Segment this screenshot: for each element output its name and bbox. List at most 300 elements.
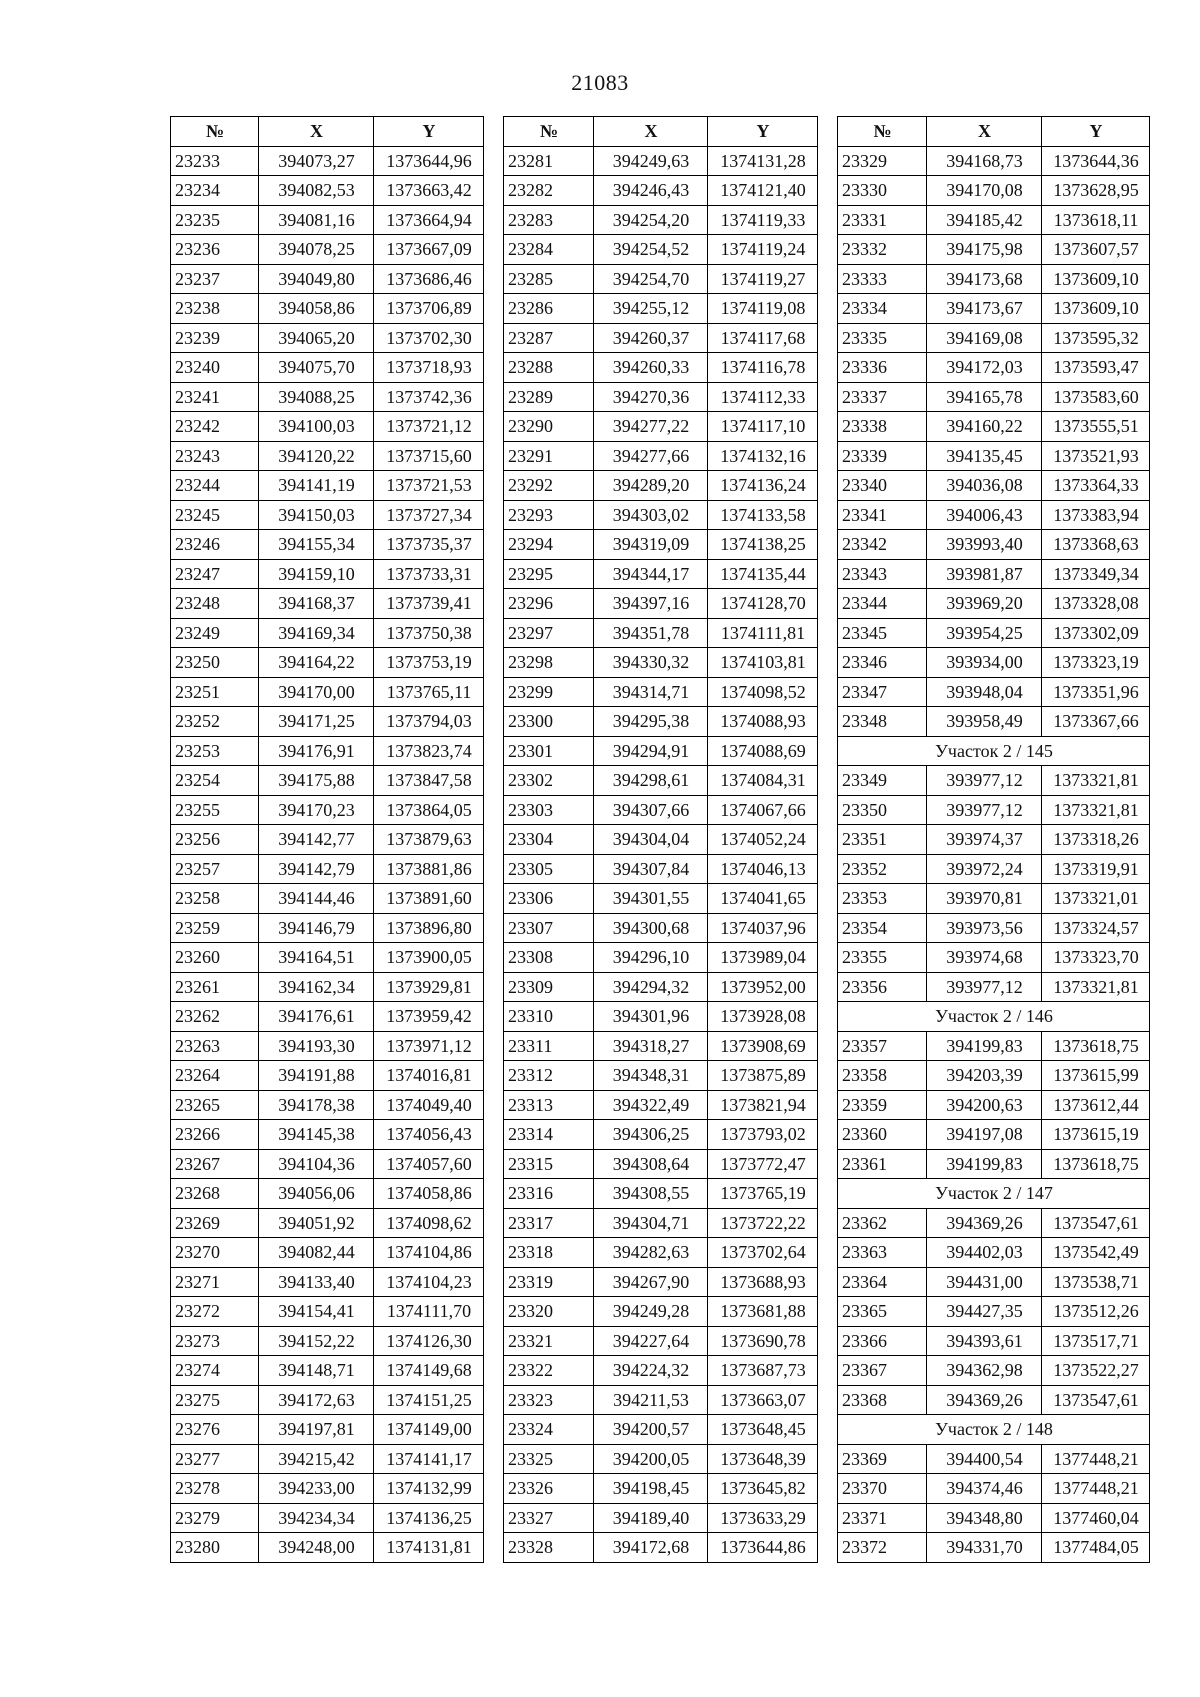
point-number-cell: 23297 bbox=[504, 618, 594, 648]
y-coordinate-cell: 1373328,08 bbox=[1042, 589, 1150, 619]
y-coordinate-cell: 1373702,30 bbox=[374, 323, 484, 353]
point-number-cell: 23278 bbox=[171, 1474, 259, 1504]
x-coordinate-cell: 393974,68 bbox=[927, 943, 1042, 973]
table-row bbox=[504, 1208, 818, 1238]
table-row bbox=[504, 205, 818, 235]
x-coordinate-cell: 394307,66 bbox=[594, 795, 708, 825]
x-coordinate-cell: 394307,84 bbox=[594, 854, 708, 884]
table-row bbox=[171, 707, 484, 737]
x-coordinate-cell: 394078,25 bbox=[259, 235, 374, 265]
table-row bbox=[504, 1533, 818, 1563]
point-number-cell: 23291 bbox=[504, 441, 594, 471]
y-coordinate-cell: 1373715,60 bbox=[374, 441, 484, 471]
table-row bbox=[504, 1385, 818, 1415]
table-row bbox=[838, 1297, 1150, 1327]
x-coordinate-cell: 394303,02 bbox=[594, 500, 708, 530]
table-row bbox=[171, 294, 484, 324]
table-row bbox=[838, 972, 1150, 1002]
point-number-cell: 23235 bbox=[171, 205, 259, 235]
table-row bbox=[504, 1267, 818, 1297]
table-row bbox=[504, 1061, 818, 1091]
point-number-cell: 23271 bbox=[171, 1267, 259, 1297]
x-coordinate-cell: 394304,04 bbox=[594, 825, 708, 855]
table-row bbox=[838, 677, 1150, 707]
table-row bbox=[171, 1031, 484, 1061]
table-row bbox=[838, 1267, 1150, 1297]
x-coordinate-cell: 393948,04 bbox=[927, 677, 1042, 707]
x-coordinate-cell: 394427,35 bbox=[927, 1297, 1042, 1327]
table-row bbox=[838, 146, 1150, 176]
point-number-cell: 23300 bbox=[504, 707, 594, 737]
point-number-cell: 23350 bbox=[838, 795, 927, 825]
y-coordinate-cell: 1373628,95 bbox=[1042, 176, 1150, 206]
point-number-cell: 23296 bbox=[504, 589, 594, 619]
table-row bbox=[504, 766, 818, 796]
y-coordinate-cell: 1374098,52 bbox=[708, 677, 818, 707]
point-number-cell: 23332 bbox=[838, 235, 927, 265]
y-coordinate-cell: 1374088,93 bbox=[708, 707, 818, 737]
y-coordinate-cell: 1373583,60 bbox=[1042, 382, 1150, 412]
point-number-cell: 23314 bbox=[504, 1120, 594, 1150]
point-number-cell: 23341 bbox=[838, 500, 927, 530]
x-coordinate-cell: 394189,40 bbox=[594, 1503, 708, 1533]
table-row bbox=[504, 1444, 818, 1474]
x-coordinate-cell: 394172,68 bbox=[594, 1533, 708, 1563]
x-coordinate-cell: 394164,51 bbox=[259, 943, 374, 973]
y-coordinate-cell: 1374121,40 bbox=[708, 176, 818, 206]
x-coordinate-cell: 394400,54 bbox=[927, 1444, 1042, 1474]
table-row bbox=[171, 176, 484, 206]
table-row bbox=[504, 146, 818, 176]
point-number-cell: 23310 bbox=[504, 1002, 594, 1032]
table-row bbox=[171, 1208, 484, 1238]
y-coordinate-cell: 1373542,49 bbox=[1042, 1238, 1150, 1268]
x-coordinate-cell: 394200,05 bbox=[594, 1444, 708, 1474]
x-coordinate-cell: 393977,12 bbox=[927, 795, 1042, 825]
x-coordinate-cell: 394082,44 bbox=[259, 1238, 374, 1268]
point-number-cell: 23237 bbox=[171, 264, 259, 294]
point-number-cell: 23261 bbox=[171, 972, 259, 1002]
point-number-cell: 23322 bbox=[504, 1356, 594, 1386]
x-coordinate-cell: 394233,00 bbox=[259, 1474, 374, 1504]
x-coordinate-cell: 394294,32 bbox=[594, 972, 708, 1002]
x-coordinate-cell: 394369,26 bbox=[927, 1208, 1042, 1238]
y-coordinate-cell: 1373612,44 bbox=[1042, 1090, 1150, 1120]
header-y: Y bbox=[708, 117, 818, 147]
table-row bbox=[838, 176, 1150, 206]
y-coordinate-cell: 1374149,68 bbox=[374, 1356, 484, 1386]
x-coordinate-cell: 394318,27 bbox=[594, 1031, 708, 1061]
point-number-cell: 23347 bbox=[838, 677, 927, 707]
table-row bbox=[171, 1474, 484, 1504]
table-row bbox=[504, 559, 818, 589]
x-coordinate-cell: 394298,61 bbox=[594, 766, 708, 796]
x-coordinate-cell: 394319,09 bbox=[594, 530, 708, 560]
point-number-cell: 23360 bbox=[838, 1120, 927, 1150]
section-row bbox=[838, 1415, 1150, 1445]
y-coordinate-cell: 1373609,10 bbox=[1042, 264, 1150, 294]
table-row bbox=[504, 1415, 818, 1445]
table-row bbox=[171, 589, 484, 619]
y-coordinate-cell: 1373875,89 bbox=[708, 1061, 818, 1091]
section-title: Участок 2 / 147 bbox=[838, 1179, 1150, 1209]
table-row bbox=[171, 559, 484, 589]
point-number-cell: 23236 bbox=[171, 235, 259, 265]
y-coordinate-cell: 1373615,99 bbox=[1042, 1061, 1150, 1091]
y-coordinate-cell: 1374088,69 bbox=[708, 736, 818, 766]
y-coordinate-cell: 1373727,34 bbox=[374, 500, 484, 530]
table-row bbox=[504, 1002, 818, 1032]
y-coordinate-cell: 1374151,25 bbox=[374, 1385, 484, 1415]
point-number-cell: 23324 bbox=[504, 1415, 594, 1445]
point-number-cell: 23293 bbox=[504, 500, 594, 530]
x-coordinate-cell: 394314,71 bbox=[594, 677, 708, 707]
table-row bbox=[838, 884, 1150, 914]
y-coordinate-cell: 1373721,53 bbox=[374, 471, 484, 501]
x-coordinate-cell: 394246,43 bbox=[594, 176, 708, 206]
x-coordinate-cell: 394170,08 bbox=[927, 176, 1042, 206]
x-coordinate-cell: 394155,34 bbox=[259, 530, 374, 560]
section-title: Участок 2 / 148 bbox=[838, 1415, 1150, 1445]
point-number-cell: 23247 bbox=[171, 559, 259, 589]
point-number-cell: 23303 bbox=[504, 795, 594, 825]
y-coordinate-cell: 1374135,44 bbox=[708, 559, 818, 589]
table-row bbox=[838, 441, 1150, 471]
table-row bbox=[838, 1503, 1150, 1533]
y-coordinate-cell: 1373971,12 bbox=[374, 1031, 484, 1061]
y-coordinate-cell: 1373702,64 bbox=[708, 1238, 818, 1268]
point-number-cell: 23255 bbox=[171, 795, 259, 825]
y-coordinate-cell: 1373323,70 bbox=[1042, 943, 1150, 973]
x-coordinate-cell: 394362,98 bbox=[927, 1356, 1042, 1386]
x-coordinate-cell: 394374,46 bbox=[927, 1474, 1042, 1504]
table-row bbox=[171, 1149, 484, 1179]
y-coordinate-cell: 1373952,00 bbox=[708, 972, 818, 1002]
table-row bbox=[838, 1533, 1150, 1563]
table-row bbox=[504, 1031, 818, 1061]
y-coordinate-cell: 1373753,19 bbox=[374, 648, 484, 678]
page-number: 21083 bbox=[571, 70, 629, 95]
table-row bbox=[838, 1385, 1150, 1415]
table-row bbox=[838, 825, 1150, 855]
table-row bbox=[838, 1444, 1150, 1474]
table-row bbox=[838, 471, 1150, 501]
table-row bbox=[838, 323, 1150, 353]
x-coordinate-cell: 393977,12 bbox=[927, 766, 1042, 796]
y-coordinate-cell: 1373349,34 bbox=[1042, 559, 1150, 589]
point-number-cell: 23244 bbox=[171, 471, 259, 501]
x-coordinate-cell: 394148,71 bbox=[259, 1356, 374, 1386]
point-number-cell: 23276 bbox=[171, 1415, 259, 1445]
point-number-cell: 23309 bbox=[504, 972, 594, 1002]
y-coordinate-cell: 1373750,38 bbox=[374, 618, 484, 648]
y-coordinate-cell: 1374117,10 bbox=[708, 412, 818, 442]
x-coordinate-cell: 394330,32 bbox=[594, 648, 708, 678]
table-row bbox=[171, 1415, 484, 1445]
point-number-cell: 23253 bbox=[171, 736, 259, 766]
table-row bbox=[171, 353, 484, 383]
header-x: X bbox=[927, 117, 1042, 147]
y-coordinate-cell: 1374067,66 bbox=[708, 795, 818, 825]
point-number-cell: 23359 bbox=[838, 1090, 927, 1120]
y-coordinate-cell: 1373896,80 bbox=[374, 913, 484, 943]
x-coordinate-cell: 394170,23 bbox=[259, 795, 374, 825]
point-number-cell: 23252 bbox=[171, 707, 259, 737]
table-row bbox=[171, 382, 484, 412]
table-row bbox=[171, 795, 484, 825]
y-coordinate-cell: 1373648,39 bbox=[708, 1444, 818, 1474]
x-coordinate-cell: 394308,64 bbox=[594, 1149, 708, 1179]
x-coordinate-cell: 394402,03 bbox=[927, 1238, 1042, 1268]
table-row bbox=[838, 1090, 1150, 1120]
header-x: X bbox=[259, 117, 374, 147]
y-coordinate-cell: 1374117,68 bbox=[708, 323, 818, 353]
x-coordinate-cell: 394104,36 bbox=[259, 1149, 374, 1179]
x-coordinate-cell: 393958,49 bbox=[927, 707, 1042, 737]
point-number-cell: 23330 bbox=[838, 176, 927, 206]
point-number-cell: 23260 bbox=[171, 943, 259, 973]
table-row bbox=[171, 1326, 484, 1356]
x-coordinate-cell: 394306,25 bbox=[594, 1120, 708, 1150]
table-row bbox=[838, 1208, 1150, 1238]
table-row bbox=[838, 559, 1150, 589]
table-row bbox=[504, 412, 818, 442]
table-row bbox=[838, 589, 1150, 619]
y-coordinate-cell: 1373538,71 bbox=[1042, 1267, 1150, 1297]
y-coordinate-cell: 1374098,62 bbox=[374, 1208, 484, 1238]
x-coordinate-cell: 394169,08 bbox=[927, 323, 1042, 353]
table-row bbox=[504, 530, 818, 560]
y-coordinate-cell: 1373772,47 bbox=[708, 1149, 818, 1179]
y-coordinate-cell: 1373928,08 bbox=[708, 1002, 818, 1032]
point-number-cell: 23346 bbox=[838, 648, 927, 678]
section-title: Участок 2 / 146 bbox=[838, 1002, 1150, 1032]
x-coordinate-cell: 394176,61 bbox=[259, 1002, 374, 1032]
y-coordinate-cell: 1374119,24 bbox=[708, 235, 818, 265]
point-number-cell: 23320 bbox=[504, 1297, 594, 1327]
x-coordinate-cell: 394249,63 bbox=[594, 146, 708, 176]
x-coordinate-cell: 394260,33 bbox=[594, 353, 708, 383]
coordinates-table-2 bbox=[503, 116, 818, 1563]
x-coordinate-cell: 394185,42 bbox=[927, 205, 1042, 235]
point-number-cell: 23234 bbox=[171, 176, 259, 206]
x-coordinate-cell: 394254,20 bbox=[594, 205, 708, 235]
y-coordinate-cell: 1374046,13 bbox=[708, 854, 818, 884]
table-row bbox=[504, 972, 818, 1002]
table-row bbox=[838, 500, 1150, 530]
point-number-cell: 23262 bbox=[171, 1002, 259, 1032]
table-row bbox=[504, 795, 818, 825]
y-coordinate-cell: 1374111,70 bbox=[374, 1297, 484, 1327]
x-coordinate-cell: 394056,06 bbox=[259, 1179, 374, 1209]
x-coordinate-cell: 394300,68 bbox=[594, 913, 708, 943]
point-number-cell: 23356 bbox=[838, 972, 927, 1002]
table-row bbox=[171, 825, 484, 855]
table-row bbox=[504, 854, 818, 884]
point-number-cell: 23277 bbox=[171, 1444, 259, 1474]
table-row bbox=[504, 1179, 818, 1209]
x-coordinate-cell: 394081,16 bbox=[259, 205, 374, 235]
point-number-cell: 23259 bbox=[171, 913, 259, 943]
y-coordinate-cell: 1373989,04 bbox=[708, 943, 818, 973]
header-x: X bbox=[594, 117, 708, 147]
y-coordinate-cell: 1373687,73 bbox=[708, 1356, 818, 1386]
x-coordinate-cell: 394344,17 bbox=[594, 559, 708, 589]
table-row bbox=[504, 736, 818, 766]
point-number-cell: 23354 bbox=[838, 913, 927, 943]
x-coordinate-cell: 394168,37 bbox=[259, 589, 374, 619]
x-coordinate-cell: 394197,81 bbox=[259, 1415, 374, 1445]
x-coordinate-cell: 394254,52 bbox=[594, 235, 708, 265]
point-number-cell: 23288 bbox=[504, 353, 594, 383]
y-coordinate-cell: 1373595,32 bbox=[1042, 323, 1150, 353]
point-number-cell: 23304 bbox=[504, 825, 594, 855]
table-row bbox=[504, 943, 818, 973]
y-coordinate-cell: 1374057,60 bbox=[374, 1149, 484, 1179]
table-row bbox=[171, 1356, 484, 1386]
y-coordinate-cell: 1373663,07 bbox=[708, 1385, 818, 1415]
y-coordinate-cell: 1374128,70 bbox=[708, 589, 818, 619]
x-coordinate-cell: 393974,37 bbox=[927, 825, 1042, 855]
table-row bbox=[838, 235, 1150, 265]
y-coordinate-cell: 1373367,66 bbox=[1042, 707, 1150, 737]
point-number-cell: 23365 bbox=[838, 1297, 927, 1327]
x-coordinate-cell: 394075,70 bbox=[259, 353, 374, 383]
point-number-cell: 23316 bbox=[504, 1179, 594, 1209]
header-number: № bbox=[504, 117, 594, 147]
x-coordinate-cell: 394006,43 bbox=[927, 500, 1042, 530]
x-coordinate-cell: 394348,80 bbox=[927, 1503, 1042, 1533]
y-coordinate-cell: 1377460,04 bbox=[1042, 1503, 1150, 1533]
table-row bbox=[504, 176, 818, 206]
table-row bbox=[171, 677, 484, 707]
table-row bbox=[171, 1297, 484, 1327]
y-coordinate-cell: 1373644,86 bbox=[708, 1533, 818, 1563]
point-number-cell: 23318 bbox=[504, 1238, 594, 1268]
y-coordinate-cell: 1373618,11 bbox=[1042, 205, 1150, 235]
table-row bbox=[838, 205, 1150, 235]
y-coordinate-cell: 1373302,09 bbox=[1042, 618, 1150, 648]
x-coordinate-cell: 394211,53 bbox=[594, 1385, 708, 1415]
x-coordinate-cell: 394200,57 bbox=[594, 1415, 708, 1445]
y-coordinate-cell: 1373765,19 bbox=[708, 1179, 818, 1209]
y-coordinate-cell: 1373618,75 bbox=[1042, 1149, 1150, 1179]
point-number-cell: 23269 bbox=[171, 1208, 259, 1238]
x-coordinate-cell: 394051,92 bbox=[259, 1208, 374, 1238]
table-row bbox=[504, 441, 818, 471]
point-number-cell: 23263 bbox=[171, 1031, 259, 1061]
x-coordinate-cell: 394254,70 bbox=[594, 264, 708, 294]
table-row bbox=[171, 618, 484, 648]
table-row bbox=[838, 382, 1150, 412]
point-number-cell: 23339 bbox=[838, 441, 927, 471]
table-row bbox=[838, 1149, 1150, 1179]
point-number-cell: 23312 bbox=[504, 1061, 594, 1091]
y-coordinate-cell: 1373522,27 bbox=[1042, 1356, 1150, 1386]
y-coordinate-cell: 1373607,57 bbox=[1042, 235, 1150, 265]
point-number-cell: 23245 bbox=[171, 500, 259, 530]
point-number-cell: 23371 bbox=[838, 1503, 927, 1533]
y-coordinate-cell: 1373742,36 bbox=[374, 382, 484, 412]
y-coordinate-cell: 1373900,05 bbox=[374, 943, 484, 973]
header-y: Y bbox=[1042, 117, 1150, 147]
point-number-cell: 23345 bbox=[838, 618, 927, 648]
point-number-cell: 23285 bbox=[504, 264, 594, 294]
point-number-cell: 23268 bbox=[171, 1179, 259, 1209]
y-coordinate-cell: 1373324,57 bbox=[1042, 913, 1150, 943]
point-number-cell: 23363 bbox=[838, 1238, 927, 1268]
x-coordinate-cell: 394065,20 bbox=[259, 323, 374, 353]
table-row bbox=[838, 766, 1150, 796]
y-coordinate-cell: 1374056,43 bbox=[374, 1120, 484, 1150]
section-row bbox=[838, 1179, 1150, 1209]
y-coordinate-cell: 1374119,08 bbox=[708, 294, 818, 324]
x-coordinate-cell: 394162,34 bbox=[259, 972, 374, 1002]
point-number-cell: 23323 bbox=[504, 1385, 594, 1415]
point-number-cell: 23242 bbox=[171, 412, 259, 442]
y-coordinate-cell: 1373512,26 bbox=[1042, 1297, 1150, 1327]
y-coordinate-cell: 1373794,03 bbox=[374, 707, 484, 737]
table-row bbox=[504, 1238, 818, 1268]
x-coordinate-cell: 394154,41 bbox=[259, 1297, 374, 1327]
point-number-cell: 23337 bbox=[838, 382, 927, 412]
y-coordinate-cell: 1374126,30 bbox=[374, 1326, 484, 1356]
point-number-cell: 23233 bbox=[171, 146, 259, 176]
y-coordinate-cell: 1374041,65 bbox=[708, 884, 818, 914]
x-coordinate-cell: 394171,25 bbox=[259, 707, 374, 737]
y-coordinate-cell: 1373593,47 bbox=[1042, 353, 1150, 383]
y-coordinate-cell: 1373644,96 bbox=[374, 146, 484, 176]
x-coordinate-cell: 394282,63 bbox=[594, 1238, 708, 1268]
x-coordinate-cell: 394165,78 bbox=[927, 382, 1042, 412]
table-row bbox=[504, 264, 818, 294]
point-number-cell: 23273 bbox=[171, 1326, 259, 1356]
table-row bbox=[838, 913, 1150, 943]
point-number-cell: 23308 bbox=[504, 943, 594, 973]
x-coordinate-cell: 394164,22 bbox=[259, 648, 374, 678]
point-number-cell: 23246 bbox=[171, 530, 259, 560]
y-coordinate-cell: 1373547,61 bbox=[1042, 1385, 1150, 1415]
x-coordinate-cell: 394199,83 bbox=[927, 1149, 1042, 1179]
table-row bbox=[838, 1474, 1150, 1504]
point-number-cell: 23295 bbox=[504, 559, 594, 589]
y-coordinate-cell: 1373735,37 bbox=[374, 530, 484, 560]
x-coordinate-cell: 393970,81 bbox=[927, 884, 1042, 914]
y-coordinate-cell: 1373908,69 bbox=[708, 1031, 818, 1061]
point-number-cell: 23369 bbox=[838, 1444, 927, 1474]
point-number-cell: 23240 bbox=[171, 353, 259, 383]
x-coordinate-cell: 393981,87 bbox=[927, 559, 1042, 589]
x-coordinate-cell: 394142,77 bbox=[259, 825, 374, 855]
x-coordinate-cell: 394277,22 bbox=[594, 412, 708, 442]
x-coordinate-cell: 393934,00 bbox=[927, 648, 1042, 678]
point-number-cell: 23367 bbox=[838, 1356, 927, 1386]
x-coordinate-cell: 394199,83 bbox=[927, 1031, 1042, 1061]
y-coordinate-cell: 1373959,42 bbox=[374, 1002, 484, 1032]
y-coordinate-cell: 1373618,75 bbox=[1042, 1031, 1150, 1061]
header-number: № bbox=[838, 117, 927, 147]
x-coordinate-cell: 394170,00 bbox=[259, 677, 374, 707]
x-coordinate-cell: 394172,63 bbox=[259, 1385, 374, 1415]
table-row bbox=[838, 530, 1150, 560]
y-coordinate-cell: 1373879,63 bbox=[374, 825, 484, 855]
y-coordinate-cell: 1373555,51 bbox=[1042, 412, 1150, 442]
point-number-cell: 23317 bbox=[504, 1208, 594, 1238]
table-row bbox=[171, 1238, 484, 1268]
point-number-cell: 23274 bbox=[171, 1356, 259, 1386]
y-coordinate-cell: 1373739,41 bbox=[374, 589, 484, 619]
point-number-cell: 23239 bbox=[171, 323, 259, 353]
